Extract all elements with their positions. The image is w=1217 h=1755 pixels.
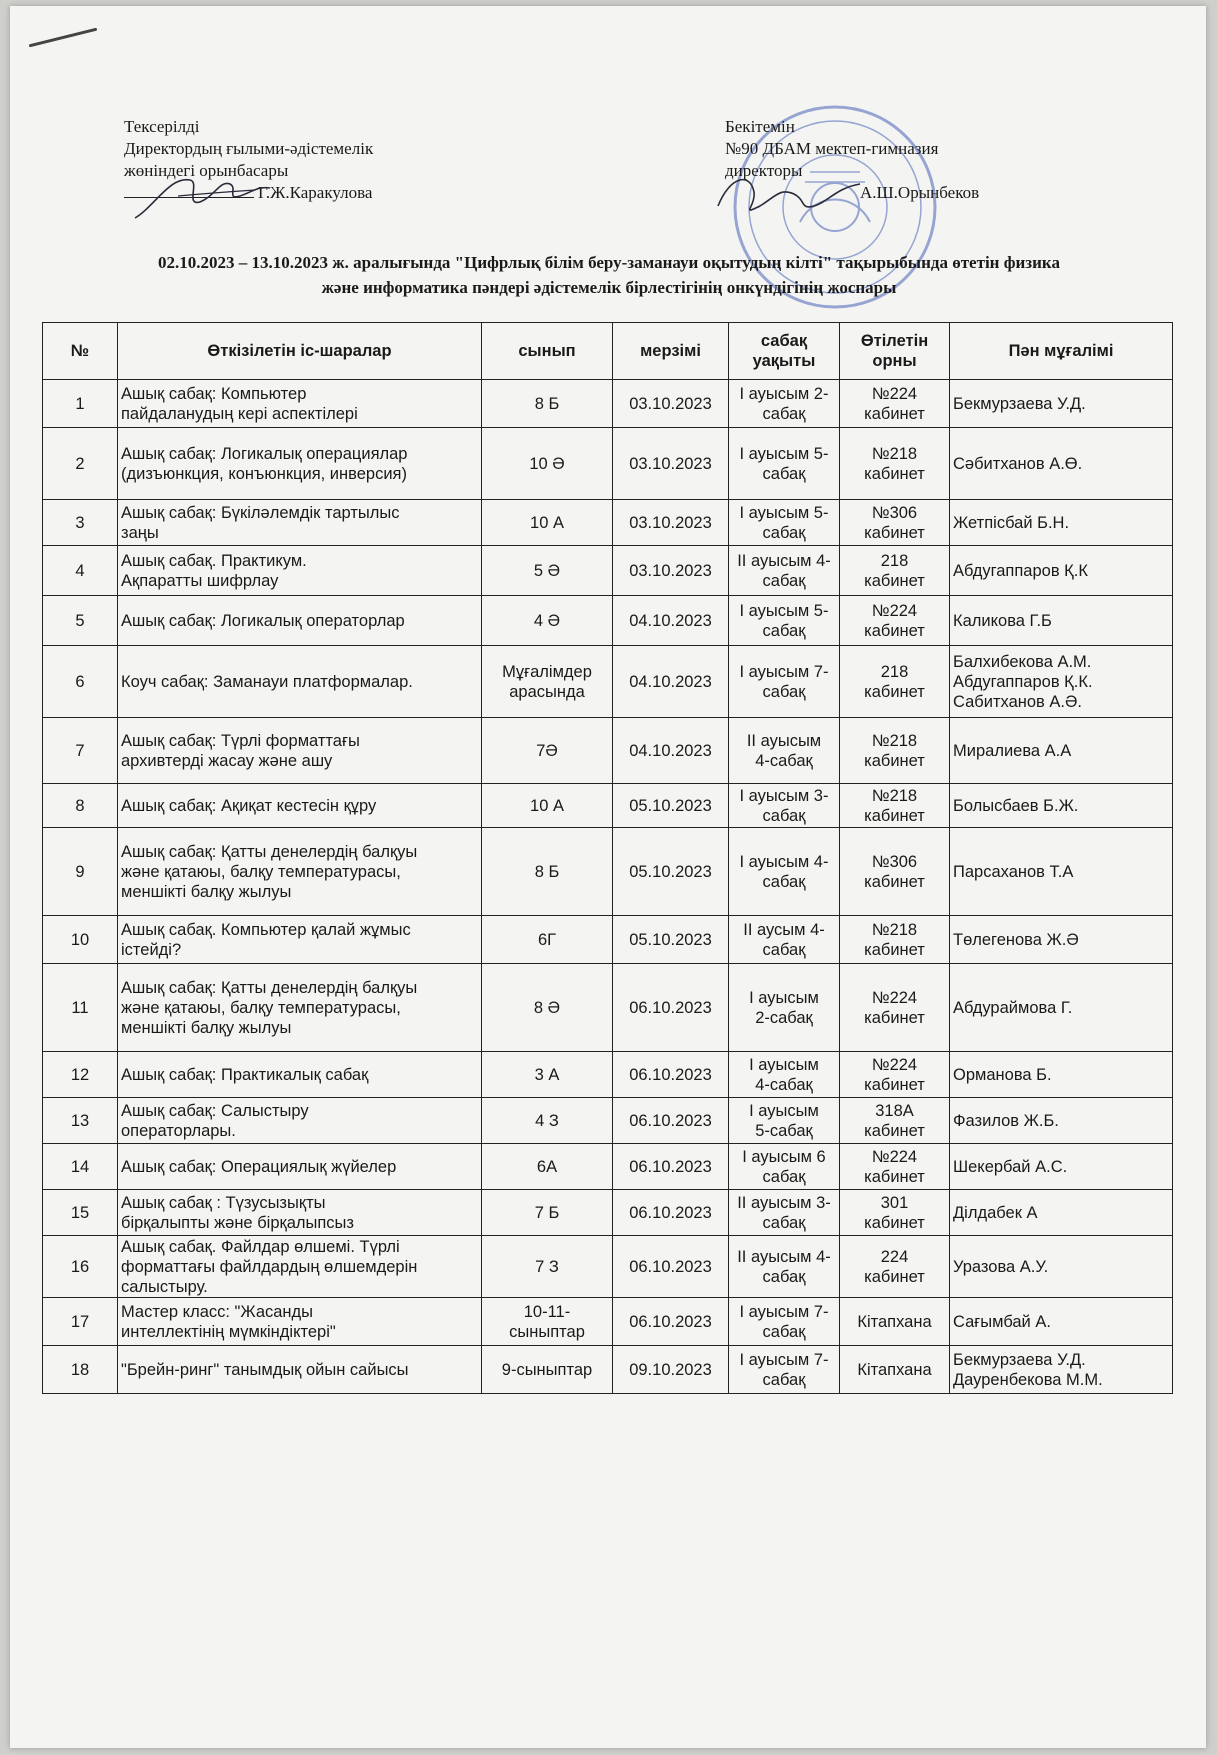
cell-place: №306 кабинет [840,500,950,546]
cell-class: 5 Ә [482,546,613,596]
cell-num: 8 [43,784,118,828]
cell-time: I ауысым 7- сабақ [729,1298,840,1346]
cell-time: I ауысым 3- сабақ [729,784,840,828]
signature-right [710,166,870,226]
cell-class: 7 З [482,1236,613,1298]
cell-teacher: Балхибекова А.М. Абдугаппаров Қ.К. Сабитханов А.Ә. [950,646,1173,718]
cell-date: 06.10.2023 [613,1236,729,1298]
cell-time: I ауысым 6 сабақ [729,1144,840,1190]
cell-time: I ауысым 5- сабақ [729,428,840,500]
table-row [43,500,1173,546]
cell-num: 7 [43,718,118,784]
cell-date: 03.10.2023 [613,428,729,500]
cell-time: I ауысым 4-сабақ [729,1052,840,1098]
cell-num: 10 [43,916,118,964]
cell-teacher: Уразова А.У. [950,1236,1173,1298]
table-row [43,428,1173,500]
cell-num: 18 [43,1346,118,1394]
cell-date: 04.10.2023 [613,718,729,784]
cell-event: Ашық сабақ. Практикум. Ақпаратты шифрлау [118,546,482,596]
header-event: Өткізілетін іс-шаралар [118,323,482,380]
table-row [43,1190,1173,1236]
pen-mark [29,28,98,48]
cell-class: 9-сыныптар [482,1346,613,1394]
cell-date: 04.10.2023 [613,596,729,646]
cell-place: 318А кабинет [840,1098,950,1144]
cell-place: №306 кабинет [840,828,950,916]
approval-left-name: Г.Ж.Каракулова [258,183,373,202]
cell-num: 11 [43,964,118,1052]
cell-place: 224 кабинет [840,1236,950,1298]
cell-event: Ашық сабақ: Компьютер пайдаланудың кері аспектілері [118,380,482,428]
cell-time: I ауысым 7- сабақ [729,1346,840,1394]
approval-right-name: А.Ш.Орынбеков [860,183,980,202]
approval-right-line1: Бекітемін [725,117,795,136]
cell-class: 7 Б [482,1190,613,1236]
table-row [43,596,1173,646]
cell-num: 17 [43,1298,118,1346]
cell-place: 218 кабинет [840,546,950,596]
cell-date: 05.10.2023 [613,828,729,916]
cell-class: 10 А [482,500,613,546]
table-row [43,1098,1173,1144]
cell-place: №218 кабинет [840,718,950,784]
cell-place: №224 кабинет [840,1052,950,1098]
document-title [34,250,1184,300]
table-row [43,1346,1173,1394]
cell-class: 3 А [482,1052,613,1098]
cell-event: Ашық сабақ: Салыстыру операторлары. [118,1098,482,1144]
cell-teacher: Парсаханов Т.А [950,828,1173,916]
cell-place: №218 кабинет [840,916,950,964]
cell-class: 10 А [482,784,613,828]
title-line2: және информатика пәндері әдістемелік бірлестігінің онкүндігінің жоспары [321,278,897,297]
cell-date: 03.10.2023 [613,546,729,596]
cell-event: Ашық сабақ: Операциялық жүйелер [118,1144,482,1190]
approval-left-line3: жөніндегі орынбасары [124,161,289,180]
table-row [43,1236,1173,1298]
cell-teacher: Абдугаппаров Қ.К [950,546,1173,596]
cell-time: I ауысым 2-сабақ [729,964,840,1052]
cell-num: 4 [43,546,118,596]
cell-place: №224 кабинет [840,1144,950,1190]
cell-class: 6Г [482,916,613,964]
cell-date: 06.10.2023 [613,1052,729,1098]
cell-date: 03.10.2023 [613,380,729,428]
cell-time: II ауысым 4- сабақ [729,1236,840,1298]
table-row [43,1298,1173,1346]
cell-event: Ашық сабақ: Түрлі форматтағы архивтерді жасау және ашу [118,718,482,784]
cell-time: II ауысым 4- сабақ [729,546,840,596]
header-class: сынып [482,323,613,380]
cell-teacher: Сағымбай А. [950,1298,1173,1346]
table-body [43,380,1173,1394]
cell-time: I ауысым 5-сабақ [729,1098,840,1144]
cell-event: Ашық сабақ: Ақиқат кестесін құру [118,784,482,828]
cell-teacher: Абдураймова Г. [950,964,1173,1052]
cell-place: Кітапхана [840,1298,950,1346]
cell-teacher: Ділдабек А [950,1190,1173,1236]
cell-date: 06.10.2023 [613,1144,729,1190]
cell-time: I ауысым 7- сабақ [729,646,840,718]
cell-place: №224 кабинет [840,596,950,646]
approval-left-line1: Тексерілді [124,117,200,136]
cell-time: II ауысым 4-сабақ [729,718,840,784]
table-row [43,828,1173,916]
cell-num: 15 [43,1190,118,1236]
cell-event: Ашық сабақ : Түзусызықты бірқалыпты және бірқалыпсыз [118,1190,482,1236]
cell-teacher: Фазилов Ж.Б. [950,1098,1173,1144]
cell-date: 05.10.2023 [613,784,729,828]
header-date: мерзімі [613,323,729,380]
cell-class: 4 З [482,1098,613,1144]
cell-teacher: Сәбитханов А.Ө. [950,428,1173,500]
table-row [43,964,1173,1052]
cell-class: 8 Б [482,380,613,428]
approval-right-line3: директоры [725,161,803,180]
cell-class: 7Ә [482,718,613,784]
cell-event: Мастер класс: "Жасанды интеллектінің мүмкіндіктері" [118,1298,482,1346]
cell-date: 06.10.2023 [613,964,729,1052]
header-num: № [43,323,118,380]
cell-event: Коуч сабақ: Заманауи платформалар. [118,646,482,718]
cell-num: 6 [43,646,118,718]
cell-place: №224 кабинет [840,380,950,428]
cell-num: 1 [43,380,118,428]
cell-date: 06.10.2023 [613,1098,729,1144]
cell-class: 10 Ә [482,428,613,500]
cell-place: 301 кабинет [840,1190,950,1236]
cell-place: №218 кабинет [840,784,950,828]
cell-time: II аусым 4- сабақ [729,916,840,964]
cell-num: 13 [43,1098,118,1144]
cell-time: I ауысым 2- сабақ [729,380,840,428]
cell-place: 218 кабинет [840,646,950,718]
cell-class: 8 Ә [482,964,613,1052]
title-line1: 02.10.2023 – 13.10.2023 ж. аралығында "Цифрлық білім беру-заманауи оқытудың кілті" тақырыбында өтетін физика [158,253,1060,272]
table-row [43,718,1173,784]
cell-place: №218 кабинет [840,428,950,500]
cell-teacher: Шекербай А.С. [950,1144,1173,1190]
cell-event: Ашық сабақ: Практикалық сабақ [118,1052,482,1098]
cell-event: Ашық сабақ. Файлдар өлшемі. Түрлі форматтағы файлдардың өлшемдерін салыстыру. [118,1236,482,1298]
cell-event: Ашық сабақ: Қатты денелердің балқуы және қатаюы, балқу температурасы, меншікті балқу жылуы [118,828,482,916]
cell-date: 03.10.2023 [613,500,729,546]
cell-date: 05.10.2023 [613,916,729,964]
cell-place: №224 кабинет [840,964,950,1052]
cell-teacher: Болысбаев Б.Ж. [950,784,1173,828]
cell-date: 06.10.2023 [613,1298,729,1346]
cell-time: I ауысым 5- сабақ [729,596,840,646]
cell-class: 4 Ә [482,596,613,646]
cell-teacher: Бекмурзаева У.Д. [950,380,1173,428]
cell-event: Ашық сабақ: Логикалық операциялар (дизъюнкция, конъюнкция, инверсия) [118,428,482,500]
cell-event: Ашық сабақ: Бүкіләлемдік тартылыс заңы [118,500,482,546]
table-row [43,1144,1173,1190]
cell-time: I ауысым 5- сабақ [729,500,840,546]
cell-place: Кітапхана [840,1346,950,1394]
cell-num: 3 [43,500,118,546]
table-header-row [43,323,1173,380]
cell-num: 16 [43,1236,118,1298]
cell-date: 06.10.2023 [613,1190,729,1236]
cell-date: 09.10.2023 [613,1346,729,1394]
table-row [43,380,1173,428]
cell-teacher: Бекмурзаева У.Д. Дауренбекова М.М. [950,1346,1173,1394]
cell-num: 14 [43,1144,118,1190]
cell-class: 6А [482,1144,613,1190]
cell-event: "Брейн-ринг" танымдық ойын сайысы [118,1346,482,1394]
cell-teacher: Жетпісбай Б.Н. [950,500,1173,546]
signature-left [130,166,280,226]
cell-num: 2 [43,428,118,500]
cell-date: 04.10.2023 [613,646,729,718]
table-row [43,916,1173,964]
cell-class: Мұғалімдер арасында [482,646,613,718]
cell-teacher: Төлегенова Ж.Ә [950,916,1173,964]
header-time: сабақ уақыты [729,323,840,380]
cell-event: Ашық сабақ: Қатты денелердің балқуы және қатаюы, балқу температурасы, меншікті балқу жылуы [118,964,482,1052]
cell-num: 12 [43,1052,118,1098]
cell-time: II ауысым 3- сабақ [729,1190,840,1236]
cell-event: Ашық сабақ. Компьютер қалай жұмыс істейді? [118,916,482,964]
header-teacher: Пән мұғалімі [950,323,1173,380]
table-row [43,646,1173,718]
cell-event: Ашық сабақ: Логикалық операторлар [118,596,482,646]
header-place: Өтілетін орны [840,323,950,380]
cell-num: 5 [43,596,118,646]
cell-class: 8 Б [482,828,613,916]
cell-teacher: Миралиева А.А [950,718,1173,784]
cell-num: 9 [43,828,118,916]
document-page [10,6,1206,1748]
cell-class: 10-11- сыныптар [482,1298,613,1346]
table-row [43,784,1173,828]
events-plan-table [42,322,1173,1394]
table-row [43,1052,1173,1098]
cell-time: I ауысым 4- сабақ [729,828,840,916]
table-row [43,546,1173,596]
approval-right-line2: №90 ДБАМ мектеп-гимназия [725,139,939,158]
cell-teacher: Каликова Г.Б [950,596,1173,646]
cell-teacher: Орманова Б. [950,1052,1173,1098]
approval-left-line2: Директордың ғылыми-әдістемелік [124,139,374,158]
